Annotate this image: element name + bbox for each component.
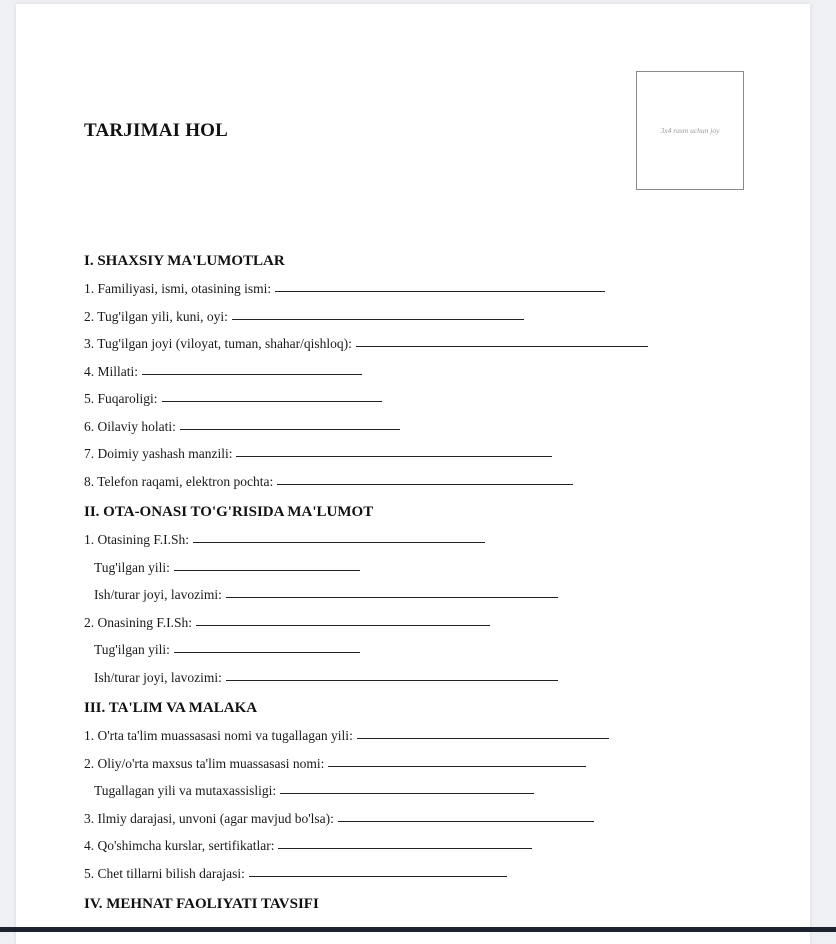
field-blank-line[interactable] [278,847,532,849]
form-field-row [84,722,764,750]
form-field-row [84,581,764,609]
form-field-row [84,805,764,833]
field-label: 2. Oliy/o'rta maxsus ta'lim muassasasi nomi: [84,755,325,771]
field-blank-line[interactable] [249,875,507,877]
document-title: TARJIMAI HOL [84,120,229,141]
document-page [16,4,810,944]
field-blank-line[interactable] [328,765,586,767]
form-field-row [84,664,764,692]
form-field-row [84,777,764,805]
form-field-row [84,440,764,468]
form-field-row [84,750,764,778]
field-label: 2. Tug'ilgan yili, kuni, oyi: [84,308,228,324]
form-field-row [84,303,764,331]
field-label: 3. Tug'ilgan joyi (viloyat, tuman, shahar/qishloq): [84,336,352,351]
field-blank-line[interactable] [174,569,360,571]
field-label: 6. Oilaviy holati: [84,418,176,434]
section-heading-work-history: IV. MEHNAT FAOLIYATI TAVSIFI [84,896,319,912]
section-heading-education: III. TA'LIM VA MALAKA [84,700,258,716]
form-field-row [84,554,764,582]
field-label: 1. Otasining F.I.Sh: [84,532,190,547]
form-content [84,246,764,918]
field-label: Ish/turar joyi, lavozimi: [94,669,222,685]
field-blank-line[interactable] [142,373,362,375]
field-label: 1. O'rta ta'lim muassasasi nomi va tugallagan yili: [84,728,353,743]
field-label: 7. Doimiy yashash manzili: [84,446,233,461]
form-field-row [84,275,764,303]
field-blank-line[interactable] [226,596,558,598]
field-label: 4. Millati: [84,363,138,379]
field-blank-line[interactable] [232,318,524,320]
form-field-row [84,636,764,664]
field-label: Tugallagan yili va mutaxassisligi: [94,783,277,798]
form-field-row [84,832,764,860]
section-heading-parents-info: II. OTA-ONASI TO'G'RISIDA MA'LUMOT [84,504,374,520]
field-blank-line[interactable] [338,820,594,822]
field-blank-line[interactable] [277,483,573,485]
bottom-bar [0,927,836,932]
field-label: Tug'ilgan yili: [94,559,170,575]
form-field-row [84,609,764,637]
field-label: 1. Familiyasi, ismi, otasining ismi: [84,281,272,296]
form-field-row [84,330,764,358]
field-label: 2. Onasining F.I.Sh: [84,614,193,630]
photo-placeholder-box [636,71,744,190]
field-label: Tug'ilgan yili: [94,642,170,657]
form-field-row [84,385,764,413]
field-label: 4. Qo'shimcha kurslar, sertifikatlar: [84,838,275,853]
photo-placeholder-label: 3x4 rasm uchun joy [660,126,720,135]
form-field-row [84,358,764,386]
field-label: 5. Fuqaroligi: [84,391,158,406]
field-label: 5. Chet tillarni bilish darajasi: [84,865,245,881]
section-heading-personal-info: I. SHAXSIY MA'LUMOTLAR [84,253,285,269]
field-blank-line[interactable] [162,400,382,402]
form-field-row [84,468,764,496]
field-blank-line[interactable] [280,792,534,794]
field-blank-line[interactable] [180,428,400,430]
field-blank-line[interactable] [356,345,648,347]
field-label: 3. Ilmiy darajasi, unvoni (agar mavjud bo'lsa): [84,810,334,826]
field-blank-line[interactable] [196,624,490,626]
field-label: 8. Telefon raqami, elektron pochta: [84,473,274,489]
field-blank-line[interactable] [357,737,609,739]
field-blank-line[interactable] [236,455,552,457]
field-blank-line[interactable] [275,290,605,292]
field-label: Ish/turar joyi, lavozimi: [94,587,222,602]
form-field-row [84,526,764,554]
field-blank-line[interactable] [226,679,558,681]
form-field-row [84,413,764,441]
field-blank-line[interactable] [193,541,485,543]
field-blank-line[interactable] [174,651,360,653]
form-field-row [84,860,764,888]
